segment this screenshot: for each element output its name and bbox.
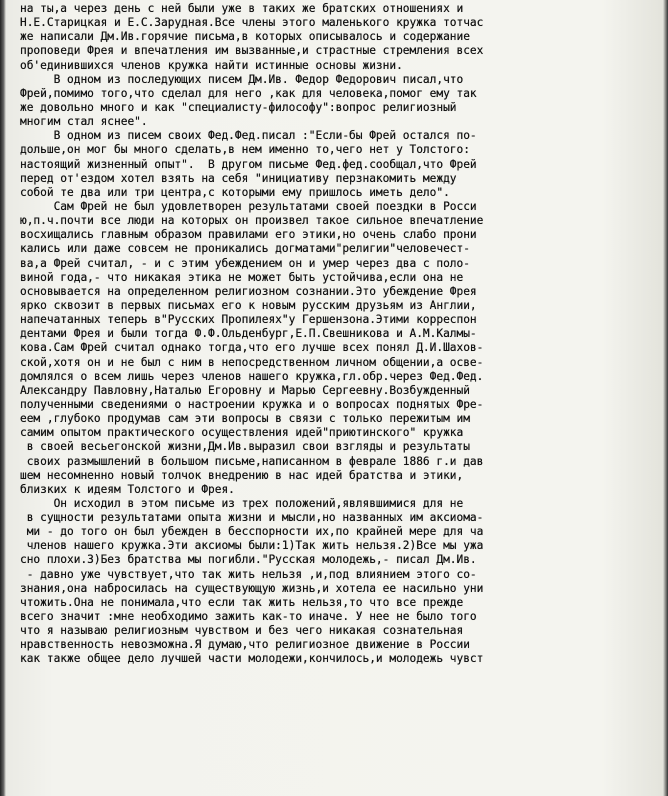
text-line: кались или даже совсем не проникались догматами"религии"человечест- — [20, 242, 470, 256]
text-line: как также общее дело лучшей части молодежи,кончилось,и молодежь чувст — [20, 652, 484, 666]
text-line: настоящий жизненный опыт". В другом письме Фед.фед.сообщал,что Фрей — [20, 157, 477, 171]
text-line: на ты,а через день с ней были уже в таких же братских отношениях и — [20, 2, 464, 15]
text-line: своих размышлений в большом письме,написанном в феврале 1886 г.и дав — [20, 454, 484, 468]
text-line: в своей весьегонской жизни,Дм.Ив.выразил свои взгляды и результаты — [20, 440, 470, 454]
text-line: многим стал яснее". — [20, 115, 148, 129]
text-line: в сущности результатами опыта жизни и мысли,но названных им аксиома- — [20, 511, 484, 525]
text-line: ю,п.ч.почти все люди на которых он произвел такое сильное впечатление — [20, 214, 484, 228]
text-line: что я называю религиозным чувством и без чего никакая сознательная — [20, 624, 464, 638]
page-text — [20, 2, 668, 667]
text-line: Александру Павловну,Наталью Егоровну и Марью Сергеевну.Возбужденный — [20, 383, 470, 397]
text-line: собой те два или три центра,с которыми ему пришлось иметь дело". — [20, 185, 450, 199]
text-line: еем ,глубоко продумав сам эти вопросы в связи с только пережитым им — [20, 412, 470, 426]
text-line: нравственность невозможна.Я думаю,что религиозное движение в России — [20, 638, 470, 652]
text-line: основывается на определенном религиозном сознании.Это убеждение Фрея — [20, 284, 477, 298]
text-line: самим опытом практического осуществления идей"приютинского" кружка — [20, 426, 464, 440]
text-line: дентами Фрея и были тогда Ф.Ф.Ольденбург,Е.П.Свешникова и А.М.Калмы- — [20, 327, 477, 341]
text-line: всего значит :мне необходимо зажить как-то иначе. У нее не было того — [20, 610, 477, 624]
text-line: ва,а Фрей считал, - и с этим убеждением он и умер через два с поло- — [20, 256, 470, 270]
text-line: домлялся о всем лишь через членов нашего кружка,гл.обр.через Фед.Фед. — [20, 369, 484, 383]
text-line: об'единившихся членов кружка найти истинные основы жизни. — [20, 58, 403, 72]
text-line: знания,она набросилась на существующую жизнь,и хотела ее насильно уни — [20, 581, 484, 595]
text-line: дольше,он мог бы много сделать,в нем именно то,чего нет у Толстого: — [20, 143, 470, 157]
text-line: Н.Е.Старицкая и Е.С.Зарудная.Все члены этого маленького кружка тотчас — [20, 16, 484, 30]
text-line: виной года,- что никакая этика не может быть устойчива,если она не — [20, 270, 464, 284]
text-line: - давно уже чувствует,что так жить нельзя ,и,под влиянием этого со- — [20, 567, 477, 581]
text-line: же довольно много и как "специалисту-философу":вопрос религиозный — [20, 100, 457, 114]
text-line: проповеди Фрея и впечатления им вызванные,и страстные стремления всех — [20, 44, 484, 58]
text-line: полученными сведениями о настроении кружка и о вопросах поднятых Фре- — [20, 397, 484, 411]
text-line: напечатанных теперь в"Русских Пропилеях"у Гершензона.Этими корреспон — [20, 313, 477, 327]
text-line: шем несомненно новый толчок внедрению в нас идей братства и этики, — [20, 468, 464, 482]
text-line: В одном из писем своих Фед.Фед.писал :"Если-бы Фрей остался по- — [20, 129, 477, 143]
text-line: кова.Сам Фрей считал однако тогда,что его лучше всех понял Д.И.Шахов- — [20, 341, 484, 355]
text-line: перед от'ездом хотел взять на себя "инициативу перзнакомить между — [20, 171, 457, 185]
text-line: Сам Фрей не был удовлетворен результатами своей поездки в Росси — [20, 199, 477, 213]
text-line: ской,хотя он и не был с ним в непосредственном личном общении,а осве- — [20, 355, 484, 369]
text-line: Фрей,помимо того,что сделал для него ,как для человека,помог ему так — [20, 86, 477, 100]
text-line: чтожить.Она не понимала,что если так жить нельзя,то что все прежде — [20, 595, 464, 609]
text-line: же написали Дм.Ив.горячие письма,в которых описывалось и содержание — [20, 30, 470, 44]
text-line: ярко сквозит в первых письмах его к новым русским друзьям из Англии, — [20, 298, 477, 312]
text-line: ми - до того он был убежден в бесспорности их,по крайней мере для ча — [20, 525, 484, 539]
text-line: членов нашего кружка.Эти аксиомы были:1)Так жить нельзя.2)Все мы ужа — [20, 539, 484, 553]
text-line: В одном из последующих писем Дм.Ив. Федор Федорович писал,что — [20, 72, 464, 86]
text-line: восхищались главным образом правилами его этики,но очень слабо прони — [20, 228, 477, 242]
text-line: сно плохи.3)Без братства мы погибли."Русская молодежь,- писал Дм.Ив. — [20, 553, 477, 567]
text-line: Он исходил в этом письме из трех положений,являвшимися для не — [20, 496, 464, 510]
text-line: близких к идеям Толстого и Фрея. — [20, 482, 235, 496]
